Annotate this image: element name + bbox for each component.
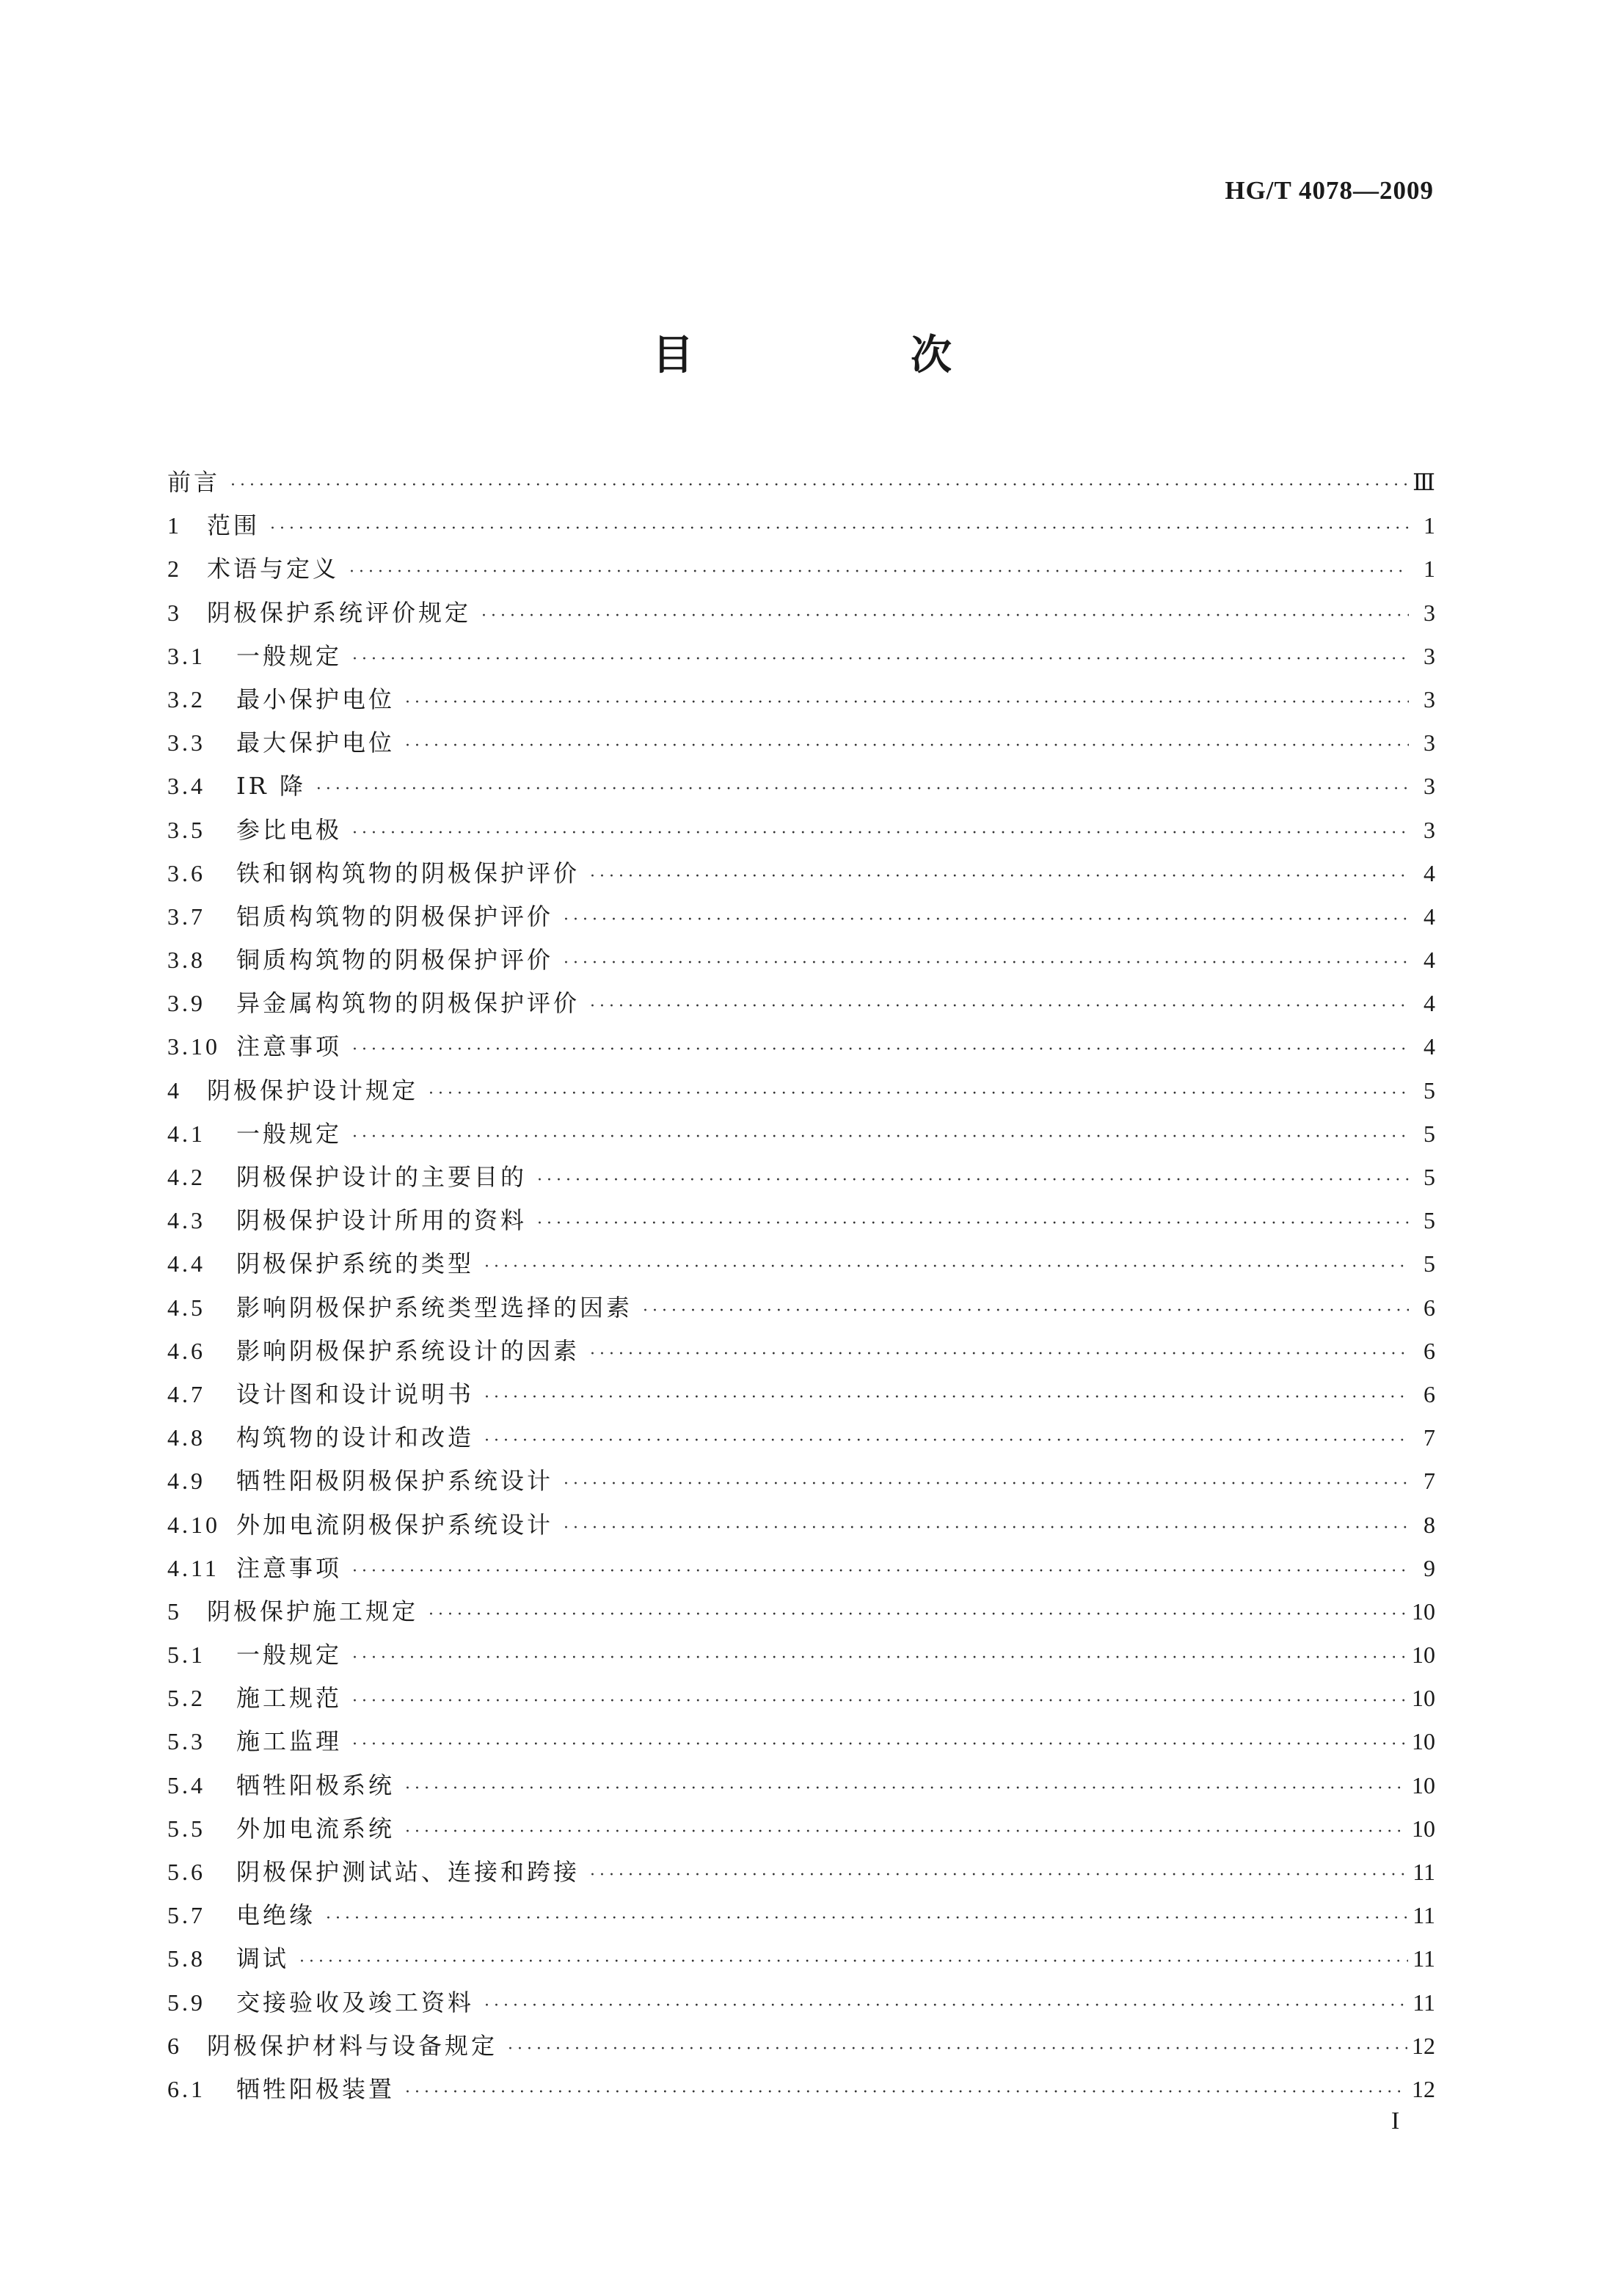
toc-entry-number: 5.5 (167, 1815, 205, 1842)
toc-dot-leader (484, 1984, 1408, 2027)
toc-entry-page: 6 (1423, 1294, 1435, 1321)
toc-entry-label: 注意事项 (236, 1553, 343, 1582)
toc-dot-leader (481, 594, 1409, 638)
toc-entry-page: 7 (1423, 1424, 1435, 1451)
toc-entry[interactable] (167, 2025, 1435, 2068)
toc-entry-number: 6 (167, 2032, 182, 2059)
toc-entry-number: 3.2 (167, 685, 205, 713)
toc-entry-number: 3 (167, 599, 182, 626)
toc-entry-number: 3.1 (167, 642, 205, 669)
toc-entry[interactable] (167, 2068, 1435, 2111)
toc-entry[interactable] (167, 1025, 1435, 1068)
toc-entry[interactable] (167, 1894, 1435, 1937)
toc-entry[interactable] (167, 721, 1435, 765)
toc-entry[interactable] (167, 982, 1435, 1025)
toc-entry-number: 1 (167, 512, 182, 539)
toc-entry[interactable] (167, 591, 1435, 635)
toc-entry-number: 4.7 (167, 1380, 205, 1407)
toc-entry-number: 4.3 (167, 1207, 205, 1234)
toc-entry-page: 3 (1423, 642, 1435, 669)
toc-entry-label: 术语与定义 (207, 555, 340, 583)
toc-entry-label: 最大保护电位 (236, 729, 395, 757)
toc-entry[interactable] (167, 1330, 1435, 1373)
toc-entry-page: 8 (1423, 1511, 1435, 1538)
toc-entry[interactable] (167, 678, 1435, 721)
toc-dot-leader (352, 1636, 1407, 1680)
toc-entry-number: 6.1 (167, 2075, 205, 2102)
toc-entry-page: 10 (1412, 1815, 1435, 1842)
toc-dot-leader (299, 1940, 1408, 1983)
toc-entry-page: 10 (1412, 1685, 1435, 1712)
toc-dot-leader (352, 1723, 1407, 1766)
toc-entry-number: 5.2 (167, 1685, 205, 1712)
toc-entry-number: 4.10 (167, 1511, 220, 1538)
toc-entry-label: 牺牲阳极阴极保护系统设计 (236, 1467, 554, 1495)
toc-entry[interactable] (167, 1677, 1435, 1720)
toc-entry[interactable] (167, 504, 1435, 547)
toc-entry-page: 11 (1412, 1989, 1435, 2016)
toc-entry-number: 2 (167, 555, 182, 583)
toc-entry-page: Ⅲ (1412, 469, 1435, 495)
page-number: I (1391, 2107, 1400, 2135)
toc-entry-number: 5 (167, 1597, 182, 1625)
toc-entry[interactable] (167, 1416, 1435, 1459)
toc-entry-page: 7 (1423, 1468, 1435, 1495)
toc-entry-number: 3.6 (167, 859, 205, 886)
toc-dot-leader (429, 1072, 1409, 1115)
toc-dot-leader (643, 1289, 1409, 1333)
toc-entry-label: 注意事项 (236, 1032, 343, 1061)
toc-dot-leader (590, 985, 1409, 1028)
page-title: 目 次 (652, 331, 1040, 379)
toc-dot-leader (405, 681, 1409, 724)
toc-entry-label: 前言 (167, 468, 221, 496)
toc-entry[interactable] (167, 895, 1435, 939)
toc-entry-page: 3 (1423, 816, 1435, 843)
toc-entry-label: 影响阴极保护系统设计的因素 (236, 1336, 580, 1365)
toc-entry-label: 阴极保护测试站、连接和跨接 (236, 1858, 580, 1886)
toc-entry-page: 4 (1423, 990, 1435, 1017)
toc-dot-leader (405, 1767, 1407, 1810)
toc-entry-page: 4 (1423, 1033, 1435, 1060)
toc-entry-number: 4.4 (167, 1250, 205, 1278)
toc-dot-leader (405, 2071, 1407, 2114)
toc-entry-page: 11 (1412, 1902, 1435, 1929)
toc-entry-number: 4.2 (167, 1164, 205, 1190)
toc-entry-number: 4.11 (167, 1554, 219, 1581)
toc-dot-leader (316, 768, 1409, 811)
toc-entry-label: 阴极保护设计的主要目的 (236, 1163, 528, 1191)
toc-entry-number: 4.8 (167, 1424, 205, 1451)
toc-dot-leader (270, 507, 1409, 550)
toc-entry-page: 10 (1412, 1641, 1435, 1669)
toc-entry-page: 3 (1423, 685, 1435, 713)
toc-entry-page: 9 (1423, 1554, 1435, 1581)
toc-entry[interactable] (167, 635, 1435, 678)
toc-entry-label: 一般规定 (236, 641, 343, 670)
toc-entry[interactable] (167, 939, 1435, 982)
toc-dot-leader (484, 1376, 1409, 1419)
toc-entry[interactable] (167, 1981, 1435, 2025)
toc-dot-leader (352, 638, 1409, 681)
toc-entry-label: 影响阴极保护系统类型选择的因素 (236, 1293, 633, 1322)
toc-entry[interactable] (167, 1373, 1435, 1416)
toc-entry-number: 4 (167, 1076, 182, 1104)
toc-entry[interactable] (167, 809, 1435, 852)
toc-entry[interactable] (167, 1069, 1435, 1112)
toc-dot-leader (564, 1462, 1409, 1506)
toc-entry-number: 5.8 (167, 1945, 205, 1972)
toc-dot-leader (326, 1897, 1408, 1940)
toc-entry-label: 阴极保护材料与设备规定 (207, 2031, 498, 2060)
toc-entry-page: 12 (1412, 2075, 1435, 2102)
toc-entry[interactable] (167, 1504, 1435, 1547)
toc-entry[interactable] (167, 1590, 1435, 1633)
toc-entry-page: 12 (1412, 2032, 1435, 2059)
toc-entry-number: 5.4 (167, 1771, 205, 1798)
toc-dot-leader (590, 1854, 1408, 1897)
toc-entry[interactable] (167, 1286, 1435, 1330)
toc-entry-page: 4 (1423, 903, 1435, 930)
toc-dot-leader (349, 550, 1409, 594)
toc-entry-page: 11 (1412, 1859, 1435, 1885)
toc-entry-number: 4.1 (167, 1120, 205, 1147)
toc-entry-label: IR 降 (236, 772, 306, 801)
toc-dot-leader (352, 1115, 1409, 1159)
toc-dot-leader (537, 1202, 1409, 1245)
toc-entry[interactable] (167, 1720, 1435, 1763)
toc-entry-page: 5 (1423, 1250, 1435, 1278)
toc-entry-label: 电绝缘 (236, 1901, 316, 1930)
toc-entry-page: 4 (1423, 859, 1435, 886)
toc-entry-label: 交接验收及竣工资料 (236, 1988, 475, 2016)
toc-entry-label: 施工监理 (236, 1727, 343, 1756)
toc-entry[interactable] (167, 765, 1435, 808)
toc-entry-label: 牺牲阳极系统 (236, 1771, 395, 1799)
document-code: HG/T 4078—2009 (1225, 176, 1434, 205)
toc-entry-label: 施工规范 (236, 1684, 343, 1713)
toc-entry-number: 3.7 (167, 903, 205, 930)
toc-entry-number: 5.7 (167, 1902, 205, 1929)
toc-entry-page: 5 (1423, 1076, 1435, 1104)
toc-entry-page: 5 (1423, 1207, 1435, 1234)
toc-entry-label: 参比电极 (236, 815, 343, 844)
toc-entry-page: 11 (1412, 1945, 1435, 1972)
toc-entry-number: 5.6 (167, 1859, 205, 1885)
toc-dot-leader (230, 464, 1408, 507)
toc-entry-page: 4 (1423, 947, 1435, 974)
toc-dot-leader (537, 1159, 1409, 1202)
toc-dot-leader (564, 941, 1409, 985)
toc-dot-leader (564, 1506, 1409, 1550)
toc-entry[interactable] (167, 852, 1435, 895)
toc-entry-page: 6 (1423, 1380, 1435, 1407)
toc-dot-leader (405, 1810, 1407, 1854)
toc-entry[interactable] (167, 1112, 1435, 1156)
toc-entry-label: 阴极保护系统评价规定 (207, 598, 472, 627)
toc-entry-number: 4.9 (167, 1468, 205, 1495)
toc-entry-label: 牺牲阳极装置 (236, 2074, 395, 2103)
toc-entry-label: 异金属构筑物的阴极保护评价 (236, 989, 580, 1018)
toc-entry-page: 10 (1412, 1728, 1435, 1755)
toc-dot-leader (352, 1028, 1409, 1071)
toc-entry[interactable] (167, 1807, 1435, 1851)
toc-dot-leader (484, 1419, 1409, 1462)
toc-entry[interactable] (167, 1547, 1435, 1590)
toc-dot-leader (590, 1333, 1409, 1376)
toc-entry-number: 3.3 (167, 729, 205, 757)
toc-dot-leader (564, 898, 1409, 941)
toc-entry[interactable] (167, 1199, 1435, 1242)
toc-entry-label: 铜质构筑物的阴极保护评价 (236, 946, 554, 974)
toc-entry-label: 阴极保护设计所用的资料 (236, 1206, 528, 1235)
toc-entry-number: 4.6 (167, 1337, 205, 1364)
toc-entry-number: 5.9 (167, 1989, 205, 2016)
toc-entry[interactable] (167, 1459, 1435, 1503)
toc-entry-label: 外加电流阴极保护系统设计 (236, 1510, 554, 1539)
toc-entry-label: 铝质构筑物的阴极保护评价 (236, 902, 554, 930)
toc-entry-page: 3 (1423, 599, 1435, 626)
toc-entry-page: 5 (1423, 1164, 1435, 1190)
toc-entry-label: 范围 (207, 511, 260, 540)
toc-entry-number: 3.10 (167, 1033, 220, 1060)
toc-entry-label: 调试 (236, 1945, 290, 1973)
toc-entry[interactable] (167, 461, 1435, 504)
toc-entry-number: 3.9 (167, 990, 205, 1017)
toc-dot-leader (405, 724, 1409, 768)
toc-entry-page: 5 (1423, 1120, 1435, 1147)
table-of-contents (167, 461, 1435, 2111)
toc-entry[interactable] (167, 1851, 1435, 1894)
toc-entry[interactable] (167, 1937, 1435, 1980)
toc-dot-leader (352, 1680, 1407, 1723)
toc-dot-leader (429, 1593, 1407, 1636)
toc-entry[interactable] (167, 1242, 1435, 1286)
toc-entry-label: 阴极保护施工规定 (207, 1597, 419, 1625)
toc-entry-label: 一般规定 (236, 1641, 343, 1669)
toc-entry-label: 最小保护电位 (236, 685, 395, 713)
toc-dot-leader (508, 2027, 1407, 2071)
toc-entry-number: 4.5 (167, 1294, 205, 1321)
toc-entry-number: 5.1 (167, 1641, 205, 1669)
toc-entry-page: 3 (1423, 773, 1435, 800)
toc-entry-page: 10 (1412, 1597, 1435, 1625)
toc-entry-page: 1 (1423, 512, 1435, 539)
toc-entry-label: 一般规定 (236, 1119, 343, 1148)
toc-entry-number: 5.3 (167, 1728, 205, 1755)
toc-dot-leader (352, 812, 1409, 855)
toc-entry[interactable] (167, 1764, 1435, 1807)
toc-entry-page: 6 (1423, 1337, 1435, 1364)
toc-entry-label: 铁和钢构筑物的阴极保护评价 (236, 859, 580, 887)
toc-entry-label: 设计图和设计说明书 (236, 1380, 475, 1408)
toc-dot-leader (590, 855, 1409, 898)
toc-entry-page: 1 (1423, 555, 1435, 583)
toc-entry-page: 10 (1412, 1771, 1435, 1798)
toc-entry[interactable] (167, 1156, 1435, 1199)
toc-entry[interactable] (167, 547, 1435, 591)
toc-dot-leader (352, 1550, 1409, 1593)
toc-entry-page: 3 (1423, 729, 1435, 757)
toc-entry-label: 阴极保护系统的类型 (236, 1250, 475, 1278)
toc-entry-number: 3.4 (167, 773, 205, 800)
toc-entry[interactable] (167, 1633, 1435, 1677)
toc-entry-label: 外加电流系统 (236, 1814, 395, 1843)
toc-entry-number: 3.5 (167, 816, 205, 843)
toc-entry-label: 构筑物的设计和改造 (236, 1424, 475, 1452)
toc-entry-label: 阴极保护设计规定 (207, 1076, 419, 1104)
toc-dot-leader (484, 1245, 1409, 1289)
toc-entry-number: 3.8 (167, 947, 205, 974)
